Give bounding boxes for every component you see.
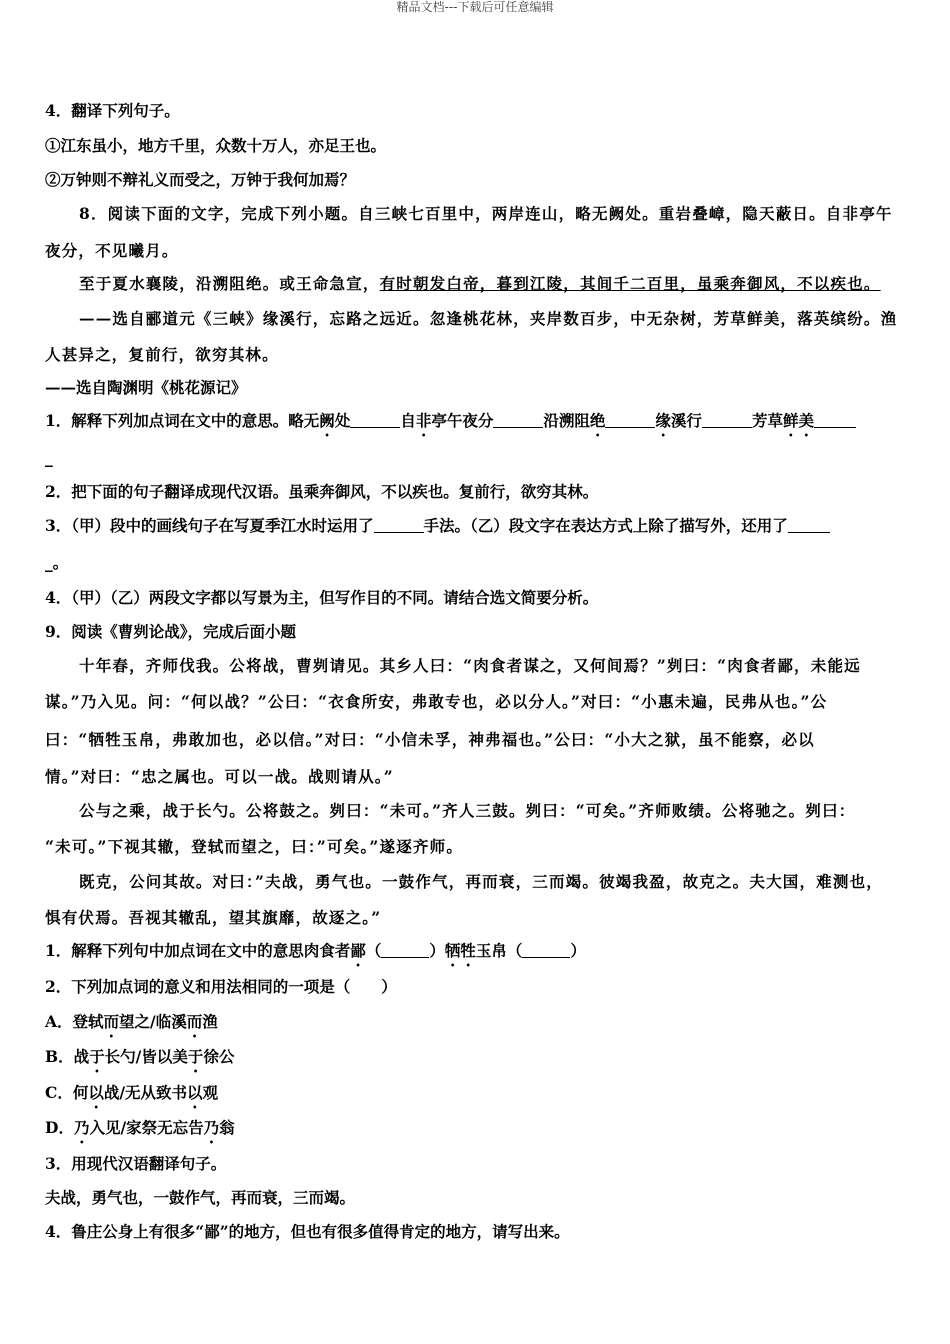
dotted-word: 而 — [103, 1012, 120, 1031]
q9-passage-line: 十年春，齐师伐我。公将战，曹刿请见。其乡人曰：“肉食者谋之，又何间焉？”刿曰：“肉食者鄙，未能远 — [79, 656, 861, 675]
q9-passage-line: “未可。”下视其辙，登轼而望之，曰：”可矣。”遂逐齐师。 — [45, 837, 464, 856]
q9-question-3: 3．用现代汉语翻译句子。 — [45, 1154, 227, 1173]
q8-question-1 — [45, 410, 856, 440]
option-text: B．战 — [45, 1047, 90, 1066]
question-text: ） — [429, 941, 445, 960]
q9-passage-line: 曰：“牺牲玉帛，弗敢加也，必以信。”对曰：“小信未孚，神弗福也。”公曰：“小大之狱，虽不能察，必以 — [45, 730, 815, 749]
answer-blank[interactable] — [381, 941, 429, 958]
q9-passage-line: 情。”对曰：“忠之属也。可以一战。战则请从。” — [45, 767, 394, 786]
q8-question-3 — [45, 515, 830, 537]
q8-question-4: 4．（甲）（乙）两段文字都以写景为主，但写作目的不同。请结合选文简要分析。 — [45, 588, 599, 607]
option-text: D． — [45, 1118, 74, 1137]
dotted-word: 牺牲 — [444, 941, 476, 960]
question-text: 玉帛（ — [475, 941, 523, 960]
option-text: 战/无从致书 — [103, 1083, 188, 1102]
q8-passage-line — [79, 273, 881, 295]
option-c[interactable] — [45, 1082, 218, 1112]
option-text: 观 — [202, 1083, 219, 1102]
q9-question-4: 4．鲁庄公身上有很多“鄙”的地方，但也有很多值得肯定的地方，请写出来。 — [45, 1222, 570, 1241]
q9-question-3-text: 夫战，勇气也，一鼓作气，再而衰，三而竭。 — [45, 1188, 356, 1207]
page-header: 精品文档---下载后可任意编辑 — [396, 0, 554, 14]
q9-passage-line: 既克，公问其故。对曰：”夫战，勇气也。一鼓作气，再而衰，三而竭。彼竭我盈，故克之。夫大国，难测也， — [79, 872, 883, 891]
q9-question-1 — [45, 940, 586, 970]
q4-title: 4．翻译下列句子。 — [45, 101, 180, 120]
q9-passage-line: 谋。”乃入见。问：“何以战？”公曰：“衣食所安，弗敢专也，必以分人。”对曰：“小惠未遍，民弗从也。”公 — [45, 692, 828, 711]
question-text: 手法。（乙）段文字在表达方式上除了描写外，还用了 — [423, 516, 788, 535]
question-text: 1．解释下列加点词在文中的意思。略无 — [45, 411, 320, 430]
question-text: 自 — [400, 411, 416, 430]
q9-passage-line: 惧有伏焉。吾视其辙乱，望其旗靡，故逐之。” — [45, 908, 382, 927]
answer-blank[interactable] — [350, 411, 400, 428]
dotted-word: 缘 — [655, 411, 671, 430]
dotted-word: 鲜美 — [782, 411, 814, 430]
dotted-word: 以 — [187, 1083, 203, 1102]
question-text: 3．（甲）段中的画线句子在写夏季江水时运用了 — [45, 516, 374, 535]
option-text: C．何 — [45, 1083, 89, 1102]
q8-passage-line: ——选自郦道元《三峡》缘溪行，忘路之远近。忽逢桃花林，夹岸数百步，中无杂树，芳草鲜美，落英缤纷。渔 — [79, 309, 898, 328]
dotted-word: 阙 — [319, 411, 335, 430]
passage-text: 至于夏水襄陵，沿溯阻绝。或王命急宣， — [79, 274, 380, 293]
q4-sentence-2: ②万钟则不辩礼义而受之，万钟于我何加焉？ — [45, 170, 356, 189]
answer-blank[interactable] — [814, 411, 856, 428]
option-text: 长勺/皆以美 — [104, 1047, 188, 1066]
dotted-word: 鄙 — [350, 941, 366, 960]
option-text: 徐公 — [203, 1047, 235, 1066]
option-text: 望之/临溪 — [119, 1012, 187, 1031]
question-text: （ — [365, 941, 382, 960]
q8-passage-line: 人甚异之，复前行，欲穷其林。 — [45, 345, 279, 364]
option-text: 渔 — [202, 1012, 218, 1031]
question-text: 亭午夜分 — [431, 411, 494, 430]
question-text: 沿溯阻 — [543, 411, 590, 430]
option-b[interactable] — [45, 1046, 234, 1076]
question-text: 1．解释下列句中加点词在文中的意思肉食者 — [45, 941, 351, 960]
dotted-word: 乃 — [203, 1118, 220, 1137]
option-a[interactable] — [45, 1011, 218, 1041]
answer-blank[interactable] — [493, 411, 543, 428]
dotted-word: 而 — [186, 1012, 203, 1031]
dotted-word: 绝 — [589, 411, 606, 430]
option-text: A．登轼 — [45, 1012, 104, 1031]
q9-passage-line: 公与之乘，战于长勺。公将鼓之。刿曰：“未可。”齐人三鼓。刿曰：“可矣。”齐师败绩。公将驰之。刿曰： — [79, 801, 856, 820]
answer-blank[interactable] — [788, 516, 830, 533]
q8-source: ——选自陶渊明《桃花源记》 — [45, 378, 247, 397]
q8-question-3-tail: _。 — [45, 553, 69, 572]
q9-question-2: 2．下列加点词的意义和用法相同的一项是（ ） — [45, 977, 397, 996]
q9-title: 9．阅读《曹刿论战》，完成后面小题 — [45, 622, 297, 641]
q4-sentence-1: ①江东虽小，地方千里，众数十万人，亦足王也。 — [45, 136, 387, 155]
q8-question-1-tail: _ — [45, 448, 53, 467]
dotted-word: 于 — [89, 1047, 105, 1066]
option-text: 入见/家祭无忘告 — [89, 1118, 204, 1137]
dotted-word: 乃 — [73, 1118, 90, 1137]
q8-passage-line: 夜分，不见曦月。 — [45, 241, 179, 260]
answer-blank[interactable] — [522, 941, 570, 958]
question-text: 处 — [334, 411, 351, 430]
answer-blank[interactable] — [374, 516, 424, 533]
dotted-word: 于 — [187, 1047, 204, 1066]
option-text: 翁 — [219, 1118, 235, 1137]
underlined-sentence: 有时朝发白帝，暮到江陵，其间千二百里，虽乘奔御风，不以疾也。 — [379, 274, 881, 293]
question-text: 溪行 — [670, 411, 702, 430]
answer-blank[interactable] — [702, 411, 752, 428]
q8-passage-line: 8．阅读下面的文字，完成下列小题。自三峡七百里中，两岸连山，略无阙处。重岩叠嶂，隐天蔽日。自非亭午 — [79, 204, 893, 223]
question-text: ） — [570, 941, 586, 960]
q8-question-2: 2．把下面的句子翻译成现代汉语。虽乘奔御风，不以疾也。复前行，欲穷其林。 — [45, 482, 599, 501]
answer-blank[interactable] — [605, 411, 655, 428]
option-d[interactable] — [45, 1117, 235, 1147]
dotted-word: 非 — [415, 411, 432, 430]
dotted-word: 以 — [88, 1083, 104, 1102]
question-text: 芳草 — [751, 411, 783, 430]
